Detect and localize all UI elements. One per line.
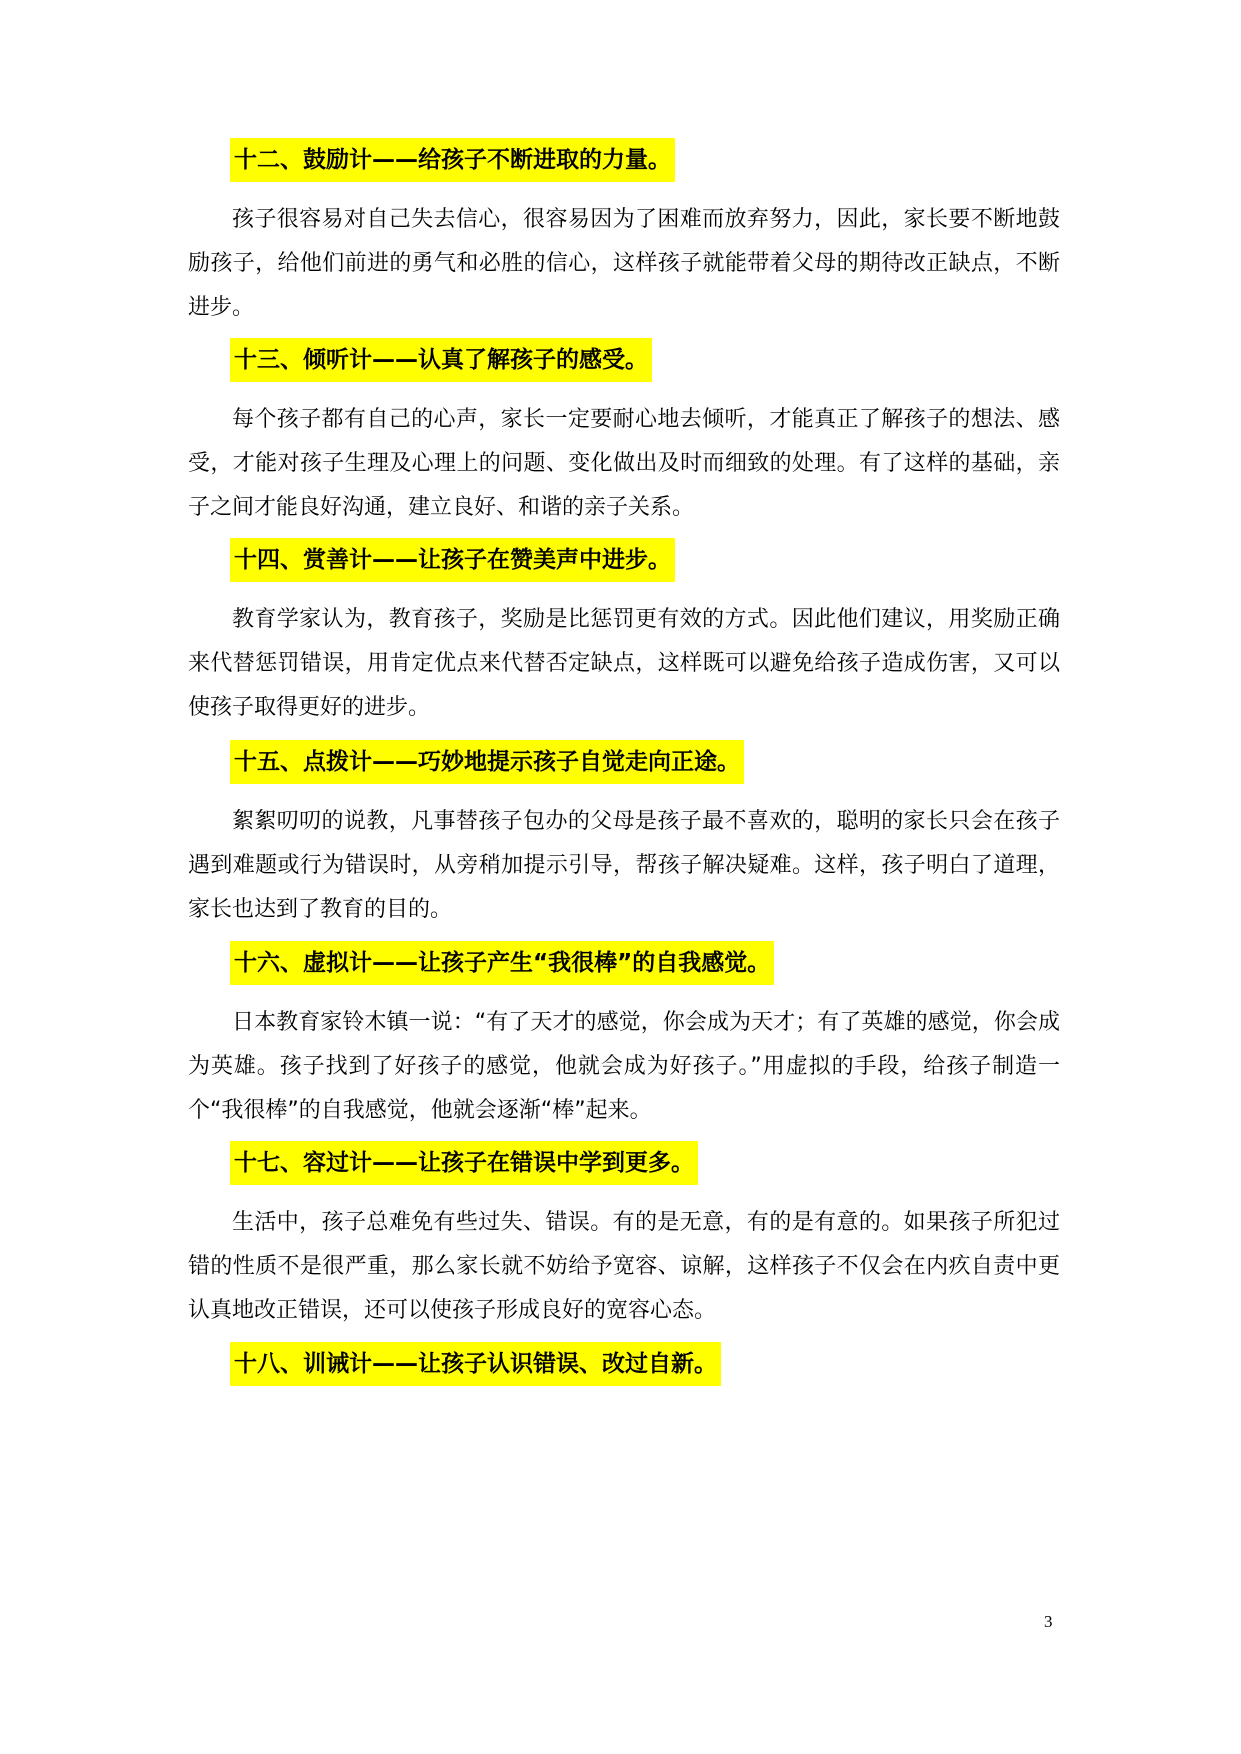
section-heading: 十二、鼓励计——给孩子不断进取的力量。 (230, 138, 675, 182)
section-body: 絮絮叨叨的说教，凡事替孩子包办的父母是孩子最不喜欢的，聪明的家长只会在孩子遇到难题或行为错误时，从旁稍加提示引导，帮孩子解决疑难。这样，孩子明白了道理，家长也达到了教育的目的。 (188, 809, 1060, 922)
section-heading: 十五、点拨计——巧妙地提示孩子自觉走向正途。 (230, 740, 744, 784)
section-body: 教育学家认为，教育孩子，奖励是比惩罚更有效的方式。因此他们建议，用奖励正确来代替惩罚错误，用肯定优点来代替否定缺点，这样既可以避免给孩子造成伤害，又可以使孩子取得更好的进步。 (188, 607, 1060, 720)
section-heading: 十八、训诫计——让孩子认识错误、改过自新。 (230, 1342, 721, 1386)
section-body: 生活中，孩子总难免有些过失、错误。有的是无意，有的是有意的。如果孩子所犯过错的性质不是很严重，那么家长就不妨给予宽容、谅解，这样孩子不仅会在内疚自责中更认真地改正错误，还可以使孩子形成良好的宽容心态。 (188, 1210, 1060, 1323)
section-body: 每个孩子都有自己的心声，家长一定要耐心地去倾听，才能真正了解孩子的想法、感受，才能对孩子生理及心理上的问题、变化做出及时而细致的处理。有了这样的基础，亲子之间才能良好沟通，建立良好、和谐的亲子关系。 (188, 407, 1060, 520)
section-heading: 十三、倾听计——认真了解孩子的感受。 (230, 338, 652, 382)
section-heading: 十六、虚拟计——让孩子产生“我很棒”的自我感觉。 (230, 941, 774, 985)
section-body: 日本教育家铃木镇一说：“有了天才的感觉，你会成为天才；有了英雄的感觉，你会成为英雄。孩子找到了好孩子的感觉，他就会成为好孩子。”用虚拟的手段，给孩子制造一个“我很棒”的自我感觉，他就会逐渐“棒”起来。 (188, 1010, 1060, 1123)
section-body: 孩子很容易对自己失去信心，很容易因为了困难而放弃努力，因此，家长要不断地鼓励孩子，给他们前进的勇气和必胜的信心，这样孩子就能带着父母的期待改正缺点，不断进步。 (188, 207, 1060, 320)
section-heading: 十四、赏善计——让孩子在赞美声中进步。 (230, 538, 675, 582)
page-number: 3 (1044, 1612, 1053, 1631)
section-heading: 十七、容过计——让孩子在错误中学到更多。 (230, 1141, 698, 1185)
